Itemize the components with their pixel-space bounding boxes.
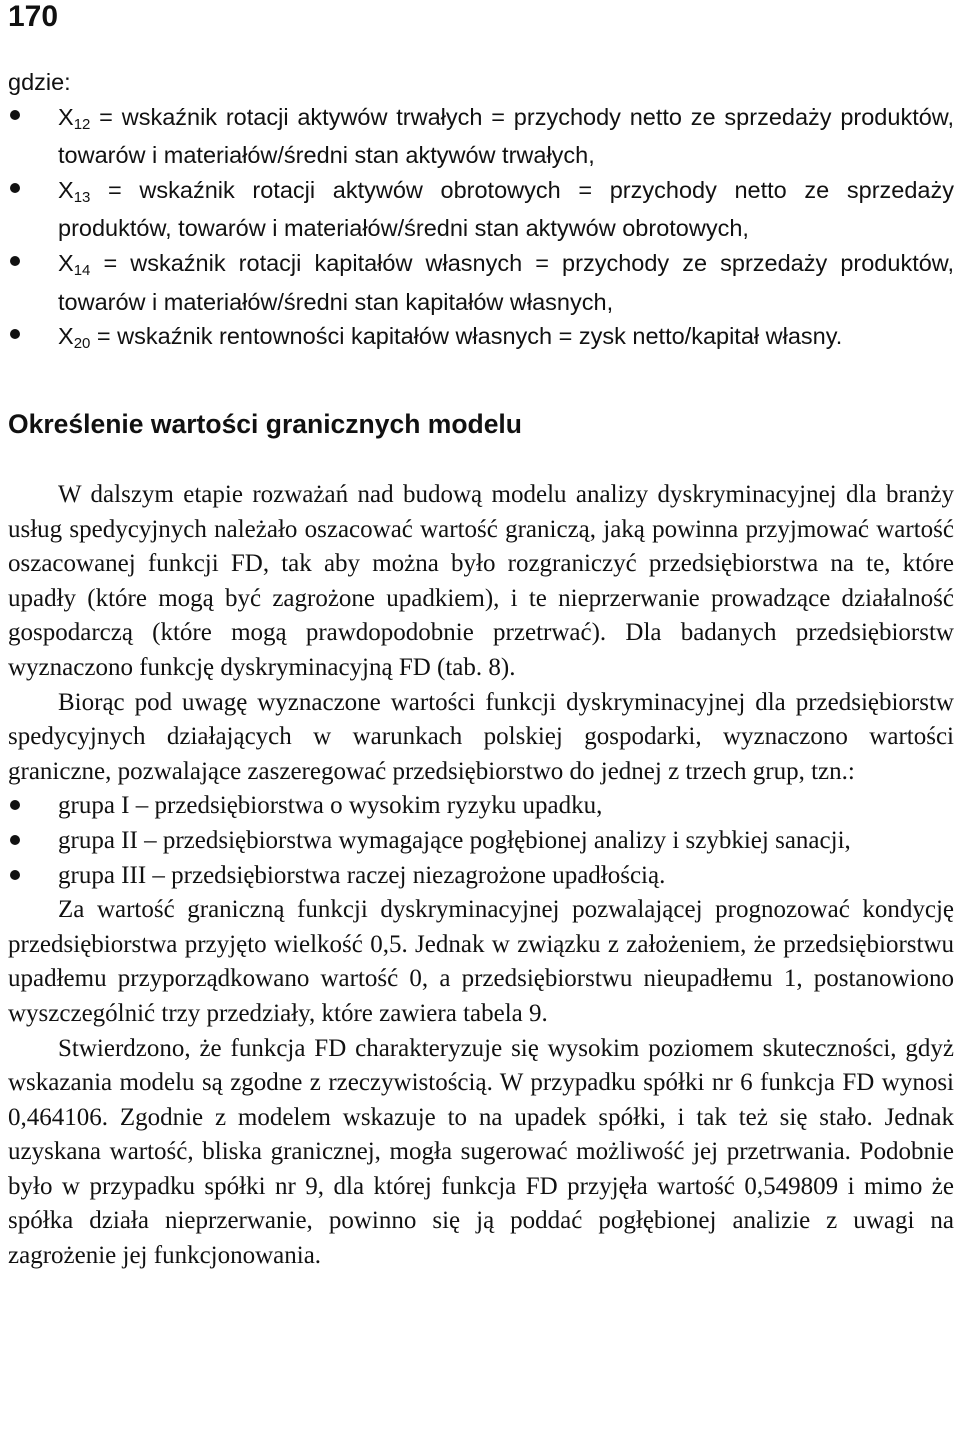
bullet-icon [10,183,20,193]
definition-text: = wskaźnik rotacji kapitałów własnych = przychody ze sprzedaży produktów, towarów i materiałów/średni stan kapitałów własnych, [58,249,954,315]
bullet-icon [10,256,20,266]
definitions-list [8,100,954,358]
definition-text: = wskaźnik rentowności kapitałów własnych = zysk netto/kapitał własny. [90,323,843,350]
definition-item [8,100,954,173]
variable-subscript: 14 [73,261,91,279]
variable-subscript: 20 [73,335,91,353]
group-item [8,789,954,824]
variable-name: X [58,103,74,130]
group-list [8,789,954,893]
bullet-icon [10,329,20,339]
group-text: grupa III – przedsiębiorstwa raczej niezagrożone upadłością. [58,861,666,889]
paragraph: Biorąc pod uwagę wyznaczone wartości funkcji dyskryminacyjnej dla przedsiębiorstw spedycyjnych działających w warunkach polskiej gospodarki, wyznaczono wartości graniczne, pozwalające zaszeregować przedsiębiorstwo do jednej z trzech grup, tzn.: [8,688,954,785]
definitions-block [8,65,954,358]
group-text: grupa I – przedsiębiorstwa o wysokim ryzyku upadku, [58,792,603,820]
bullet-icon [10,835,20,845]
definition-text: = wskaźnik rotacji aktywów trwałych = przychody netto ze sprzedaży produktów, towarów i materiałów/średni stan aktywów trwałych, [58,103,954,169]
definition-item [8,319,954,358]
variable-name: X [58,323,74,350]
paragraph: Stwierdzono, że funkcja FD charakteryzuje się wysokim poziomem skuteczności, gdyż wskazania modelu są zgodne z rzeczywistością. W przypadku spółki nr 6 funkcja FD wynosi 0,464106. Zgodnie z modelem wskazuje to na upadek spółki, i tak też się stało. Jednak uzyskana wartość, bliska granicznej, mogła sugerować możliwość jej przetrwania. Podobnie było w przypadku spółki nr 9, dla której funkcja FD przyjęła wartość 0,549809 i mimo że spółka działa nieprzerwanie, powinno się ją poddać pogłębionej analizie z uwagi na zagrożenie jej funkcjonowania. [8,1034,954,1270]
paragraph: Za wartość graniczną funkcji dyskryminacyjnej pozwalającej prognozować kondycję przedsiębiorstwa przyjęto wielkość 0,5. Jednak w związku z założeniem, że przedsiębiorstwu upadłemu przyporządkowano wartość 0, a przedsiębiorstwu nieupadłemu 1, postanowiono wyszczególnić trzy przedziały, które zawiera tabela 9. [8,896,954,1027]
paragraph: W dalszym etapie rozważań nad budową modelu analizy dyskryminacyjnej dla branży usług spedycyjnych należało oszacować wartość graniczą, jaką powinna przyjmować wartość oszacowanej funkcji FD, tak aby można było rozgraniczyć przedsiębiorstwa na te, które upadły (które mogą być zagrożone upadkiem), i te nieprzerwanie prowadzące działalność gospodarczą (które mogą prawdopodobnie przetrwać). Dla badanych przedsiębiorstw wyznaczono funkcję dyskryminacyjną FD (tab. 8). [8,481,954,681]
variable-name: X [58,249,74,276]
group-text: grupa II – przedsiębiorstwa wymagające pogłębionej analizy i szybkiej sanacji, [58,826,851,854]
variable-name: X [58,176,74,203]
definition-item [8,246,954,319]
group-item [8,824,954,859]
variable-subscript: 12 [73,115,91,133]
variable-subscript: 13 [73,188,91,206]
section-body [8,478,954,1274]
definitions-label: gdzie: [8,69,71,95]
group-item [8,859,954,894]
bullet-icon [10,870,20,880]
section-heading: Określenie wartości granicznych modelu [8,409,522,439]
definition-text: = wskaźnik rotacji aktywów obrotowych = przychody netto ze sprzedaży produktów, towarów i materiałów/średni stan aktywów obrotowych, [58,176,954,242]
definition-item [8,173,954,246]
page-number: 170 [8,0,59,33]
bullet-icon [10,800,20,810]
bullet-icon [10,110,20,120]
